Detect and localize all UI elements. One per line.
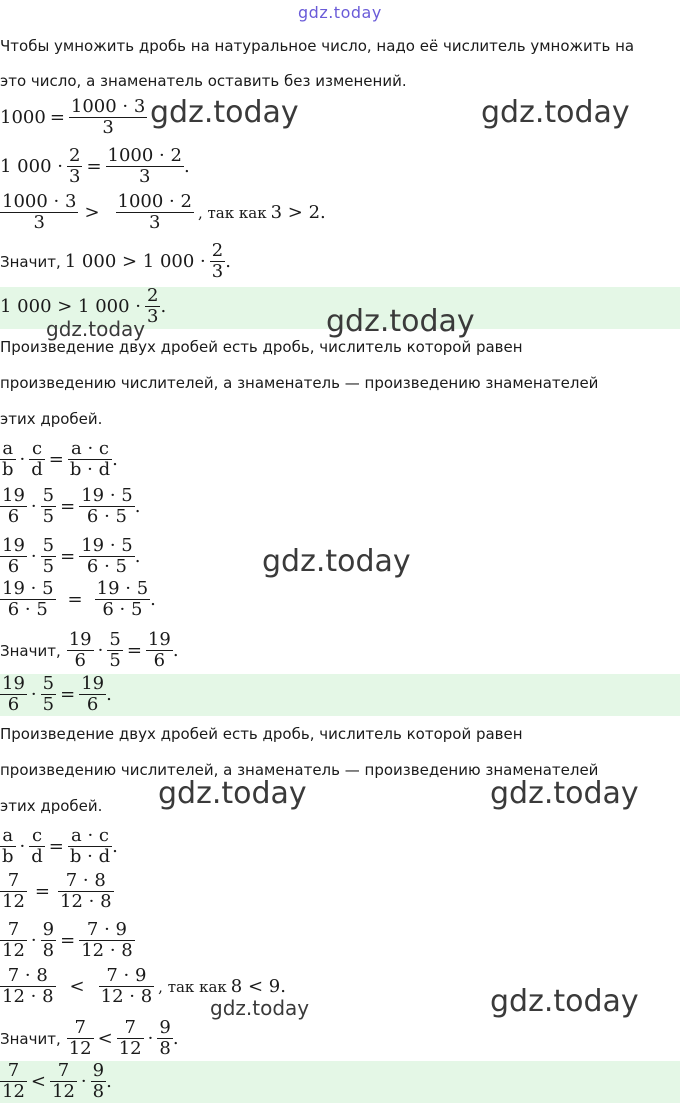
answer: 19 6 · $\frac{5}{5}$ = $\frac{19}{6}$ . — [2, 673, 112, 715]
fraction: $\frac{19 \cdot 5}{6 \cdot 5}$ — [81, 535, 133, 577]
fraction: $\frac{5}{5}$ — [42, 673, 55, 715]
rule-text: это число, а знаменатель оставить без изменений. — [0, 72, 407, 90]
formula: a b · $\frac{c}{d}$ = $\frac{a \cdot c}{b \cdot d}$ . — [2, 438, 118, 480]
fraction: a b — [2, 438, 14, 480]
fraction: 7 12 — [118, 1017, 142, 1059]
equals-sign: = — [67, 588, 83, 610]
rule-text: произведению числителей, а знаменатель — произведению знаменателей — [0, 761, 599, 779]
equals-sign: = — [60, 495, 76, 517]
equation: 19 6 · $\frac{5}{5}$ = $\frac{19 \cdot 5}{6 \cdot 5}$ . — [2, 485, 141, 527]
watermark: gdz.today — [262, 544, 411, 579]
conclusion: Значит, 7 12 < 7 12 · 9 8 . — [0, 1017, 179, 1059]
conclusion: Значит, 19 6 · $\frac{5}{5}$ = $\frac{19}{6}$ . — [0, 629, 179, 671]
fraction: $\frac{19 \cdot 5}{6 \cdot 5}$ — [81, 485, 133, 527]
fraction: $\frac{a \cdot c}{b \cdot d}$ — [69, 825, 111, 867]
fraction: $\frac{1000 \cdot 3}{3}$ — [70, 96, 146, 138]
fraction: $\frac{19 \cdot 5}{6 \cdot 5}$ — [96, 578, 149, 620]
equation: 7 12 · $\frac{9}{8}$ = $\frac{7 \cdot 9}{12 \cdot 8}$ — [2, 919, 133, 961]
answer: 1 000 > 1 000 · 2 3 . — [0, 285, 167, 327]
fraction: 1000 · 2 3 — [117, 191, 192, 233]
fraction: 2 3 — [211, 240, 224, 282]
fraction: 1000 · 3 3 — [2, 191, 77, 233]
equals-sign: = — [126, 639, 142, 661]
fraction: 9 8 — [92, 1060, 105, 1102]
rule-text: произведению числителей, а знаменатель — произведению знаменателей — [0, 374, 599, 392]
site-watermark-top: gdz.today — [298, 3, 382, 22]
watermark: gdz.today — [46, 317, 146, 341]
comparison-sign: < — [69, 975, 85, 997]
fraction: 7 12 — [2, 1060, 25, 1102]
equals-sign: = — [60, 683, 76, 705]
fraction: $\frac{7}{12}$ — [2, 870, 25, 912]
fraction: $\frac{1000 \cdot 2}{3}$ — [107, 145, 182, 187]
fraction: $\frac{a \cdot c}{b \cdot d}$ — [69, 438, 111, 480]
fraction: $\frac{5}{5}$ — [109, 629, 121, 671]
fraction: $\frac{c}{d}$ — [31, 825, 43, 867]
fraction: $\frac{9}{8}$ — [42, 919, 55, 961]
fraction: 19 6 — [2, 535, 25, 577]
equation: 19 6 · $\frac{5}{5}$ = $\frac{19 \cdot 5}{6 \cdot 5}$ . — [2, 535, 141, 577]
watermark: gdz.today — [210, 996, 310, 1020]
watermark: gdz.today — [326, 304, 475, 339]
conclusion: Значит, 1 000 > 1 000 · 2 3 . — [0, 240, 231, 282]
rule-text: этих дробей. — [0, 797, 103, 815]
formula: a b · $\frac{c}{d}$ = $\frac{a \cdot c}{b \cdot d}$ . — [2, 825, 118, 867]
comparison-sign: < — [30, 1070, 46, 1092]
fraction: 7 · 8 12 · 8 — [2, 965, 54, 1007]
rule-text: Произведение двух дробей есть дробь, числитель которой равен — [0, 338, 523, 356]
fraction: $\frac{5}{5}$ — [42, 485, 55, 527]
fraction: 19 6 — [68, 629, 92, 671]
equals-sign: = — [48, 835, 64, 857]
equation: 1 000 · $\frac{2}{3}$ = $\frac{1000 \cdot 2}{3}$ . — [0, 145, 190, 187]
equation: $\frac{19 \cdot 5}{6 \cdot 5}$ = $\frac{19 \cdot 5}{6 \cdot 5}$ . — [2, 578, 156, 620]
fraction: 19 6 — [2, 485, 25, 527]
math-term: 1000 — [0, 106, 46, 128]
fraction: 19 6 — [2, 673, 25, 715]
answer: 7 12 < 7 12 · 9 8 . — [2, 1060, 112, 1102]
fraction: 7 12 — [68, 1017, 92, 1059]
watermark: gdz.today — [490, 776, 639, 811]
fraction: $\frac{c}{d}$ — [31, 438, 43, 480]
equals-sign: = — [60, 929, 76, 951]
equation: 1000 · 3 3 > 1000 · 2 3 , так как 3 > 2. — [2, 191, 326, 233]
equation: 7 · 8 12 · 8 < 7 · 9 12 · 8 , так как 8 < 9. — [2, 965, 286, 1007]
equals-sign: = — [48, 448, 64, 470]
fraction: 9 8 — [159, 1017, 171, 1059]
fraction: $\frac{19}{6}$ — [81, 673, 105, 715]
rule-text: Чтобы умножить дробь на натуральное число, надо её числитель умножить на — [0, 37, 635, 55]
fraction: $\frac{2}{3}$ — [68, 145, 81, 187]
watermark: gdz.today — [490, 984, 639, 1019]
comparison-sign: < — [97, 1027, 113, 1049]
equals-sign: = — [86, 155, 102, 177]
fraction: $\frac{5}{5}$ — [42, 535, 55, 577]
equals-sign: = — [34, 880, 50, 902]
fraction: a b — [2, 825, 14, 867]
rule-text: этих дробей. — [0, 410, 103, 428]
fraction: 2 3 — [147, 285, 159, 327]
fraction: 7 12 — [2, 919, 25, 961]
equation — [0, 871, 114, 912]
fraction: $\frac{19}{6}$ — [147, 629, 171, 671]
fraction: $\frac{7 \cdot 9}{12 \cdot 8}$ — [81, 919, 133, 961]
comparison-sign: > — [84, 201, 100, 223]
watermark: gdz.today — [150, 95, 299, 130]
fraction: 7 12 — [52, 1060, 75, 1102]
watermark: gdz.today — [158, 776, 307, 811]
math-term: 1 000 · — [0, 155, 63, 177]
watermark: gdz.today — [481, 95, 630, 130]
equation — [0, 97, 147, 138]
fraction: $\frac{7 \cdot 8}{12 \cdot 8}$ — [60, 870, 112, 912]
rule-text: Произведение двух дробей есть дробь, числитель которой равен — [0, 725, 523, 743]
equals-sign: = — [60, 545, 76, 567]
fraction: 7 · 9 12 · 8 — [100, 965, 153, 1007]
fraction: $\frac{19 \cdot 5}{6 \cdot 5}$ — [2, 578, 54, 620]
equals-sign: = — [49, 106, 65, 128]
